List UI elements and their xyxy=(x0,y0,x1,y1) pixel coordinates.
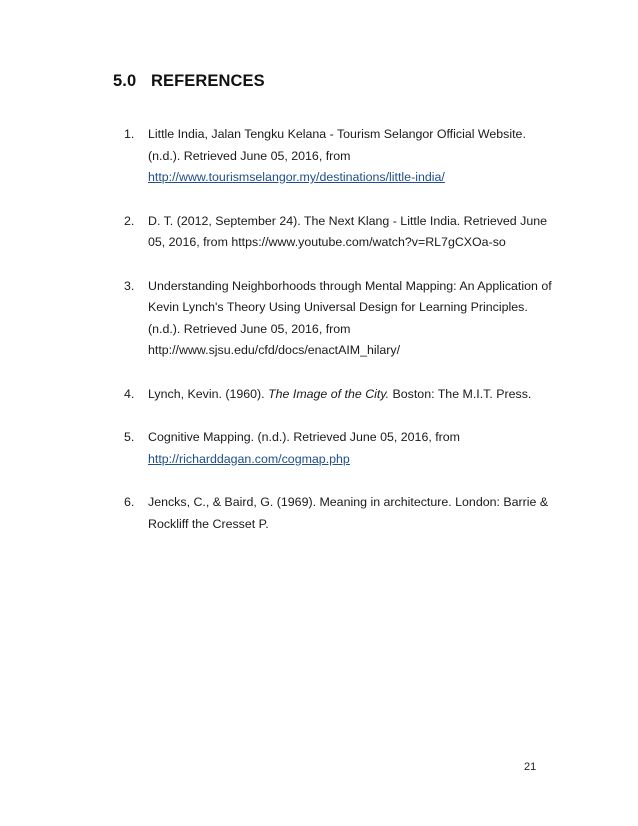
page-number: 21 xyxy=(524,761,537,773)
section-heading xyxy=(113,72,265,91)
list-marker: 2. xyxy=(124,213,135,228)
reference-book-title: The Image of the City. xyxy=(268,386,390,401)
reference-link-tourism-selangor[interactable]: http://www.tourismselangor.my/destinations/little-india/ xyxy=(148,170,445,184)
reference-text-line: (n.d.). Retrieved June 05, 2016, from xyxy=(148,148,351,163)
reference-item-2 xyxy=(124,211,574,254)
reference-text-line: Jencks, C., & Baird, G. (1969). Meaning in architecture. London: Barrie & xyxy=(148,495,549,509)
reference-text-line: 05, 2016, from https://www.youtube.com/watch?v=RL7gCXOa-so xyxy=(148,235,506,249)
reference-text-line: Cognitive Mapping. (n.d.). Retrieved June 05, 2016, from xyxy=(148,430,460,444)
reference-item-5 xyxy=(124,427,574,470)
list-marker: 4. xyxy=(124,386,135,401)
reference-text-line: D. T. (2012, September 24). The Next Klang - Little India. Retrieved June xyxy=(148,213,548,228)
list-marker: 5. xyxy=(124,430,135,444)
reference-text-line: Kevin Lynch's Theory Using Universal Design for Learning Principles. xyxy=(148,300,528,314)
reference-list xyxy=(124,124,574,557)
reference-url-sjsu: http://www.sjsu.edu/cfd/docs/enactAIM_hilary/ xyxy=(148,343,401,357)
list-marker: 1. xyxy=(124,127,135,141)
reference-item-3 xyxy=(124,276,574,362)
section-number: 5.0 xyxy=(113,72,137,90)
reference-item-6 xyxy=(124,492,574,535)
reference-text-line: (n.d.). Retrieved June 05, 2016, from xyxy=(148,321,351,336)
reference-link-cogmap[interactable]: http://richarddagan.com/cogmap.php xyxy=(148,451,350,466)
reference-text-line: Rockliff the Cresset P. xyxy=(148,516,269,531)
reference-text-line: Understanding Neighborhoods through Mental Mapping: An Application of xyxy=(148,278,552,293)
section-title: REFERENCES xyxy=(151,72,265,90)
list-marker: 3. xyxy=(124,278,135,293)
reference-item-1 xyxy=(124,124,574,189)
reference-author: Lynch, Kevin. (1960). xyxy=(148,386,269,401)
reference-item-4 xyxy=(124,384,574,406)
reference-text-line: Little India, Jalan Tengku Kelana - Tourism Selangor Official Website. xyxy=(148,127,526,141)
list-marker: 6. xyxy=(124,495,135,509)
reference-publisher: Boston: The M.I.T. Press. xyxy=(389,386,532,401)
